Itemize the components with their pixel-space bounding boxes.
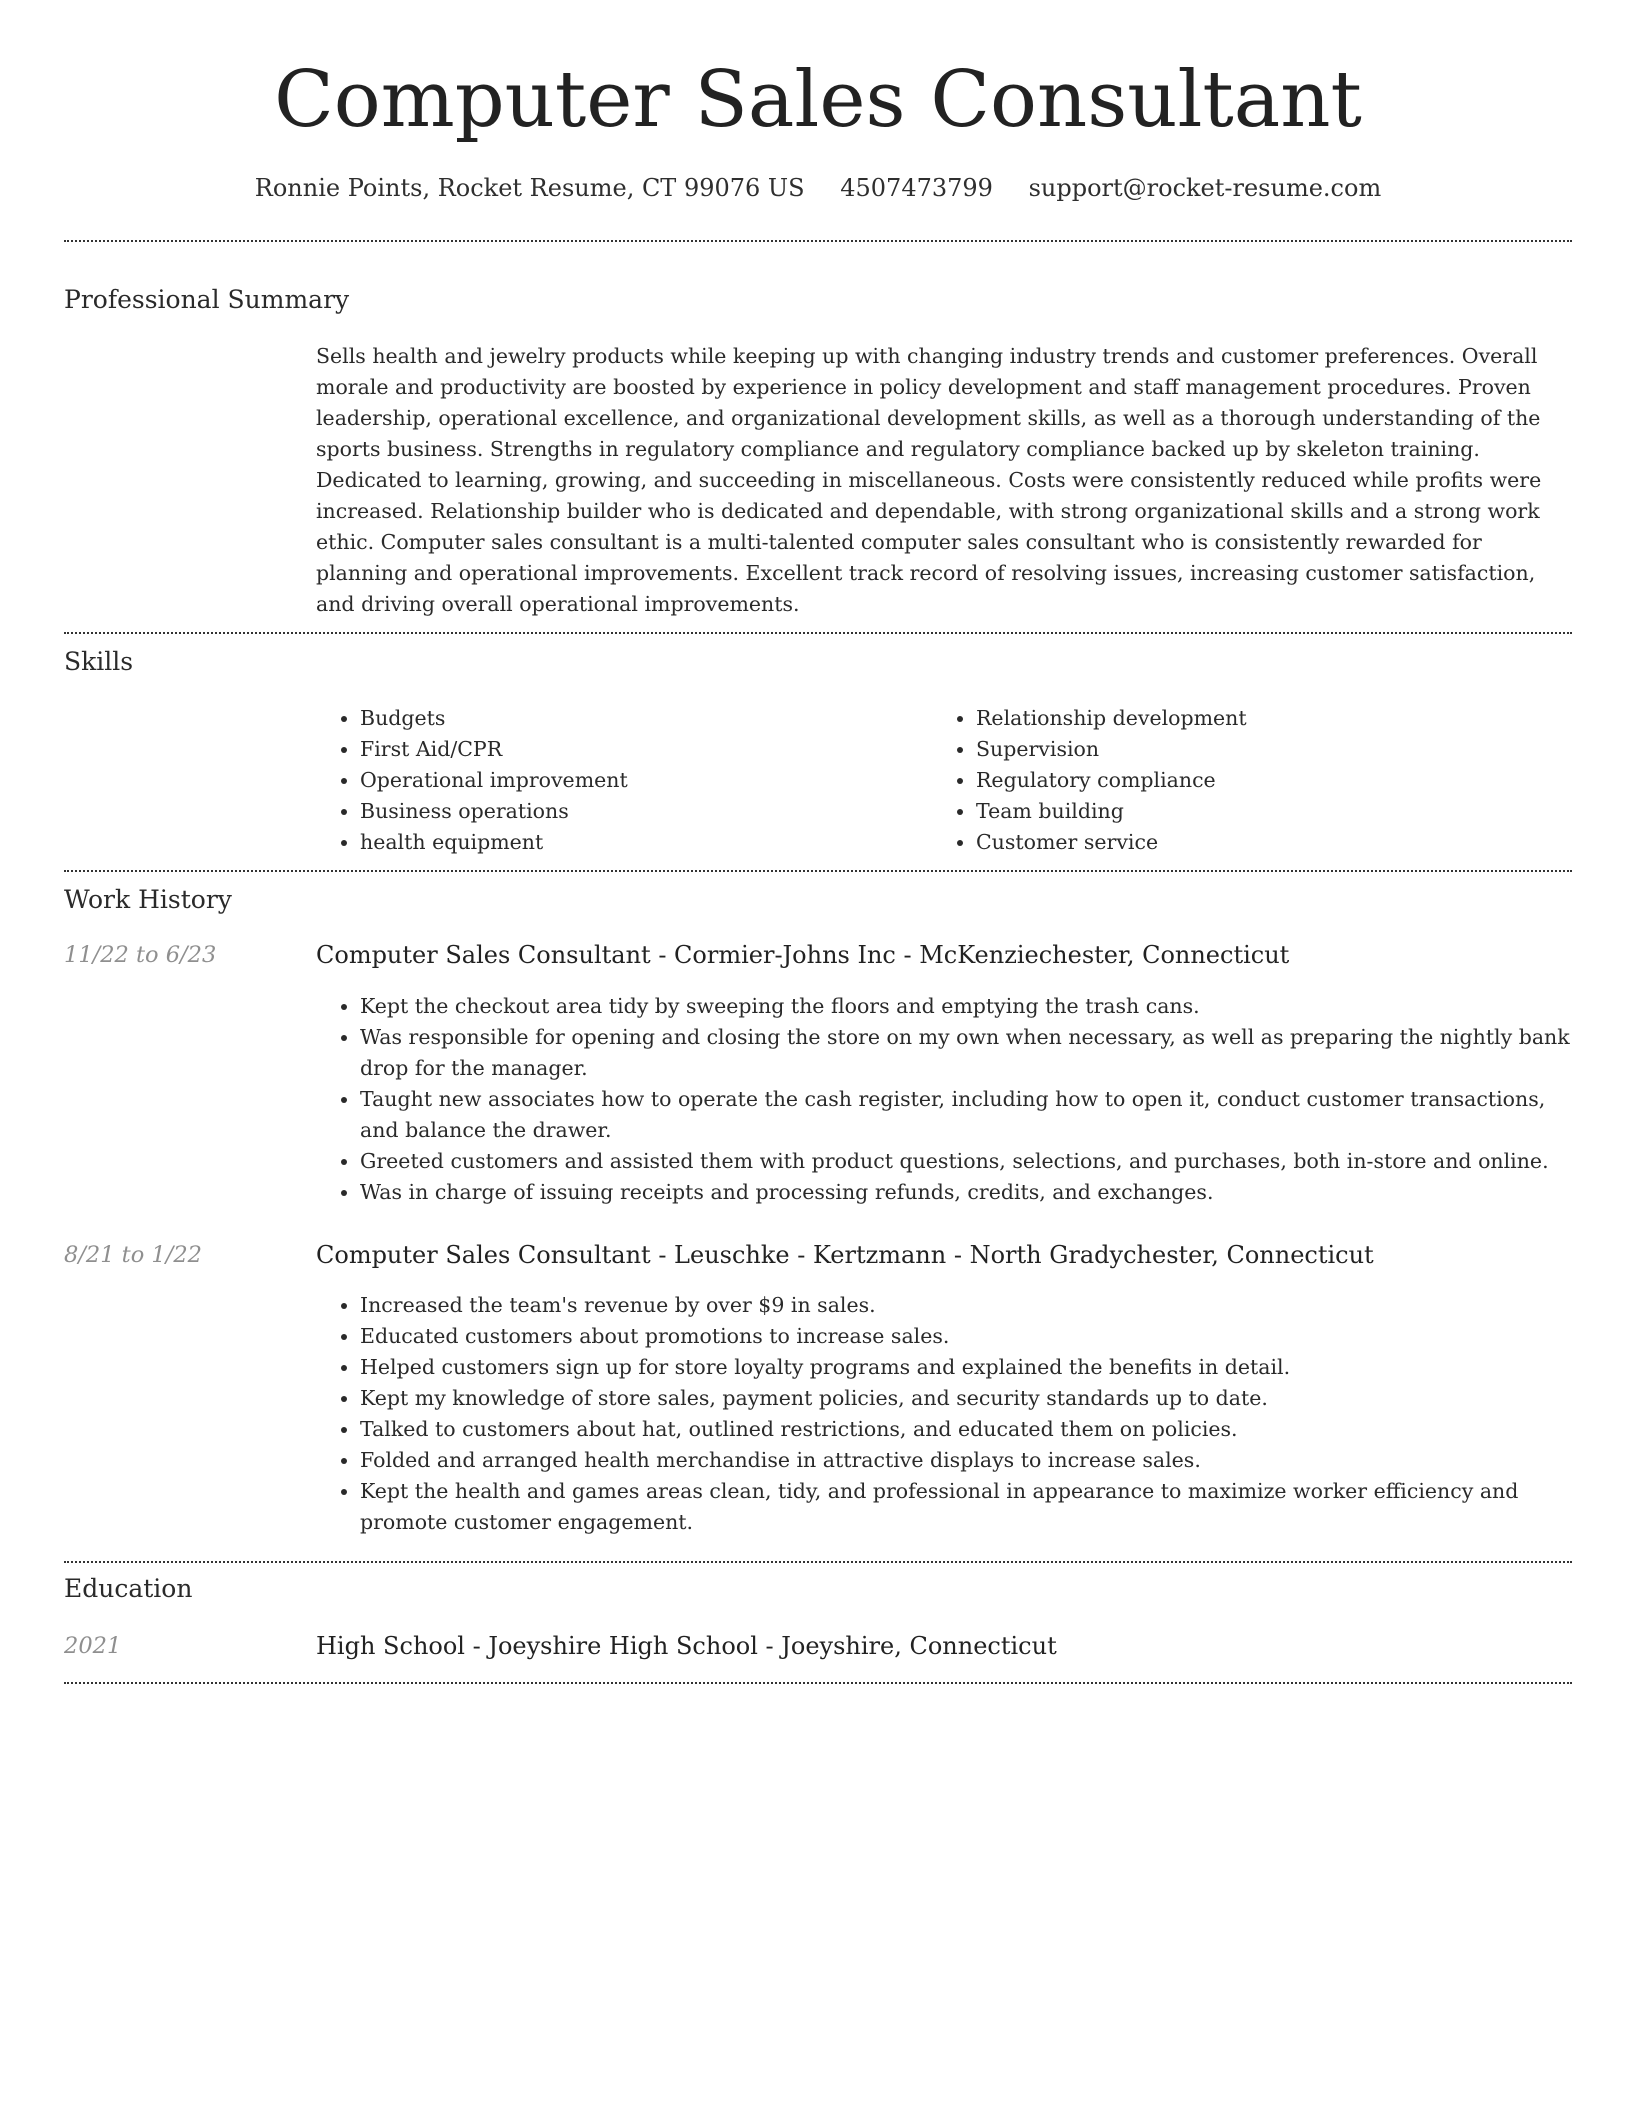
contact-address: Ronnie Points, Rocket Resume, CT 99076 US bbox=[254, 174, 805, 202]
job-bullets bbox=[316, 991, 1572, 1208]
job-bullet: • Educated customers about promotions to increase sales. bbox=[360, 1321, 1572, 1352]
contact-line bbox=[64, 172, 1572, 204]
skill-item: • Budgets bbox=[360, 703, 932, 734]
resume-name: Computer Sales Consultant bbox=[274, 55, 1362, 145]
section-title-skills: Skills bbox=[64, 647, 134, 676]
divider bbox=[64, 870, 1572, 872]
job-title: Computer Sales Consultant - Cormier-Johns Inc - McKenziechester, Connecticut bbox=[316, 941, 1290, 969]
job-dates: 11/22 to 6/23 bbox=[64, 942, 217, 968]
section-title-summary: Professional Summary bbox=[64, 285, 350, 314]
skills-column-right bbox=[932, 703, 1548, 858]
skills-column-left bbox=[316, 703, 932, 858]
skill-item: • Operational improvement bbox=[360, 765, 932, 796]
divider bbox=[64, 240, 1572, 242]
divider bbox=[64, 632, 1572, 634]
skill-item: • Regulatory compliance bbox=[976, 765, 1548, 796]
job-bullet: • Folded and arranged health merchandise in attractive displays to increase sales. bbox=[360, 1445, 1572, 1476]
job-bullet: • Kept my knowledge of store sales, payment policies, and security standards up to date. bbox=[360, 1383, 1572, 1414]
skill-item: • Business operations bbox=[360, 796, 932, 827]
summary-text: Sells health and jewelry products while keeping up with changing industry trends and customer preferences. Overall morale and productivity are boosted by experience in policy development and staff management procedures. Proven leadership, operational excellence, and organizational development skills, as well as a thorough understanding of the sports business. Strengths in regulatory compliance and regulatory compliance backed up by skeleton training. Dedicated to learning, growing, and succeeding in miscellaneous. Costs were consistently reduced while profits were increased. Relationship builder who is dedicated and dependable, with strong organizational skills and a strong work ethic. Computer sales consultant is a multi-talented computer sales consultant who is consistently rewarded for planning and operational improvements. Excellent track record of resolving issues, increasing customer satisfaction, and driving overall operational improvements. bbox=[316, 344, 1542, 616]
job-bullet: • Kept the checkout area tidy by sweeping the floors and emptying the trash cans. bbox=[360, 991, 1572, 1022]
contact-phone: 4507473799 bbox=[840, 174, 993, 202]
job-bullet: • Was responsible for opening and closing the store on my own when necessary, as well as preparing the nightly bank drop for the manager. bbox=[360, 1022, 1572, 1084]
skill-item: • Relationship development bbox=[976, 703, 1548, 734]
job-bullet: • Taught new associates how to operate the cash register, including how to open it, conduct customer transactions, and balance the drawer. bbox=[360, 1084, 1572, 1146]
education-entry: High School - Joeyshire High School - Joeyshire, Connecticut bbox=[316, 1632, 1057, 1660]
skill-item: • Customer service bbox=[976, 827, 1548, 858]
skill-item: • Supervision bbox=[976, 734, 1548, 765]
job-bullet: • Talked to customers about hat, outlined restrictions, and educated them on policies. bbox=[360, 1414, 1572, 1445]
job-bullet: • Kept the health and games areas clean, tidy, and professional in appearance to maximize worker efficiency and promote customer engagement. bbox=[360, 1476, 1572, 1538]
education-year: 2021 bbox=[64, 1633, 122, 1659]
contact-email: support@rocket-resume.com bbox=[1028, 174, 1382, 202]
job-bullets bbox=[316, 1290, 1572, 1538]
job-bullet: • Helped customers sign up for store loyalty programs and explained the benefits in detail. bbox=[360, 1352, 1572, 1383]
skill-item: • First Aid/CPR bbox=[360, 734, 932, 765]
skills-list bbox=[316, 703, 1572, 858]
section-title-education: Education bbox=[64, 1574, 193, 1603]
job-title: Computer Sales Consultant - Leuschke - Kertzmann - North Gradychester, Connecticut bbox=[316, 1241, 1374, 1269]
section-title-work: Work History bbox=[64, 885, 232, 914]
job-bullet: • Greeted customers and assisted them with product questions, selections, and purchases, both in-store and online. bbox=[360, 1146, 1572, 1177]
job-dates: 8/21 to 1/22 bbox=[64, 1242, 202, 1268]
skill-item: • health equipment bbox=[360, 827, 932, 858]
skill-item: • Team building bbox=[976, 796, 1548, 827]
job-bullet: • Was in charge of issuing receipts and processing refunds, credits, and exchanges. bbox=[360, 1177, 1572, 1208]
divider bbox=[64, 1682, 1572, 1684]
job-bullet: • Increased the team's revenue by over $9 in sales. bbox=[360, 1290, 1572, 1321]
divider bbox=[64, 1561, 1572, 1563]
